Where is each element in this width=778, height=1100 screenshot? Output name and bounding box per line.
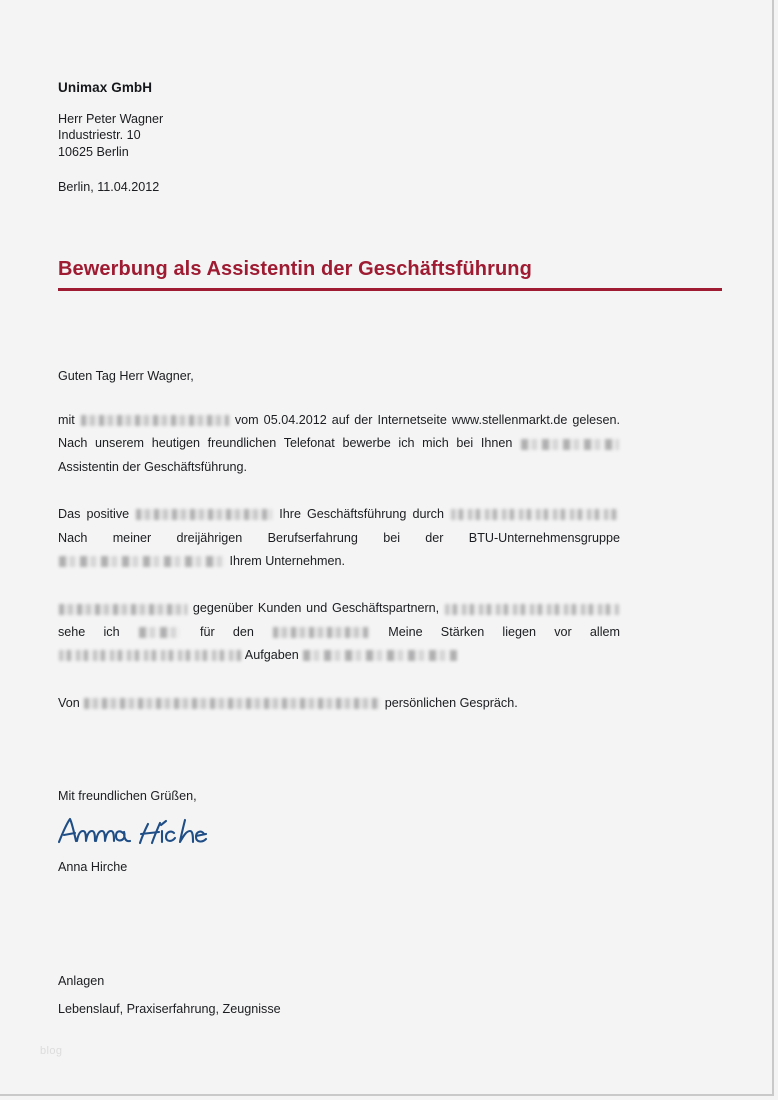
redacted-text [59, 604, 187, 615]
subject-line: Bewerbung als Assistentin der Geschäftsführung [58, 258, 532, 280]
redacted-text [59, 650, 241, 661]
place-and-date: Berlin, 11.04.2012 [58, 180, 160, 194]
redacted-text [59, 556, 225, 567]
paragraph-3: gegenüber Kunden und Geschäftspartnern, sehe ich für den Meine Stärken liegen vor allem Aufgaben [58, 601, 620, 663]
paragraph-1: mit vom 05.04.2012 auf der Internetseite www.stellenmarkt.de gelesen. Nach unserem heutigen freundlichen Telefonat bewerbe ich mich bei Ihnen Assistentin der Geschäftsführung. [58, 413, 620, 474]
blog-watermark: blog [40, 1045, 63, 1057]
letter-body [58, 369, 620, 715]
redacted-text [303, 650, 457, 661]
redacted-text [451, 509, 619, 520]
redacted-text [84, 698, 380, 709]
subject-divider [58, 288, 722, 291]
redacted-text [273, 627, 369, 638]
closing-phrase: Mit freundlichen Grüßen, [58, 789, 197, 803]
paragraph-4: Von persönlichen Gespräch. [58, 695, 518, 710]
redacted-text [139, 627, 181, 638]
paragraph-container [58, 409, 620, 715]
enclosures-title: Anlagen [58, 974, 105, 988]
redacted-text [81, 415, 229, 426]
recipient-street: Industriestr. 10 [58, 128, 141, 143]
redacted-text [445, 604, 619, 615]
redacted-text [136, 509, 272, 520]
salutation: Guten Tag Herr Wagner, [58, 369, 194, 383]
recipient-name: Herr Peter Wagner [58, 112, 164, 126]
signer-name: Anna Hirche [58, 860, 128, 874]
company-name: Unimax GmbH [58, 80, 153, 95]
enclosures-list: Lebenslauf, Praxiserfahrung, Zeugnisse [58, 1002, 281, 1016]
redacted-text [521, 439, 619, 450]
handwritten-signature [56, 812, 246, 852]
recipient-address-block [58, 111, 163, 160]
recipient-city: 10625 Berlin [58, 144, 129, 159]
paragraph-2: Das positive Ihre Geschäftsführung durch Nach meiner dreijährigen Berufserfahrung bei der BTU-Unternehmensgruppe Ihrem Unternehmen. [58, 507, 620, 569]
